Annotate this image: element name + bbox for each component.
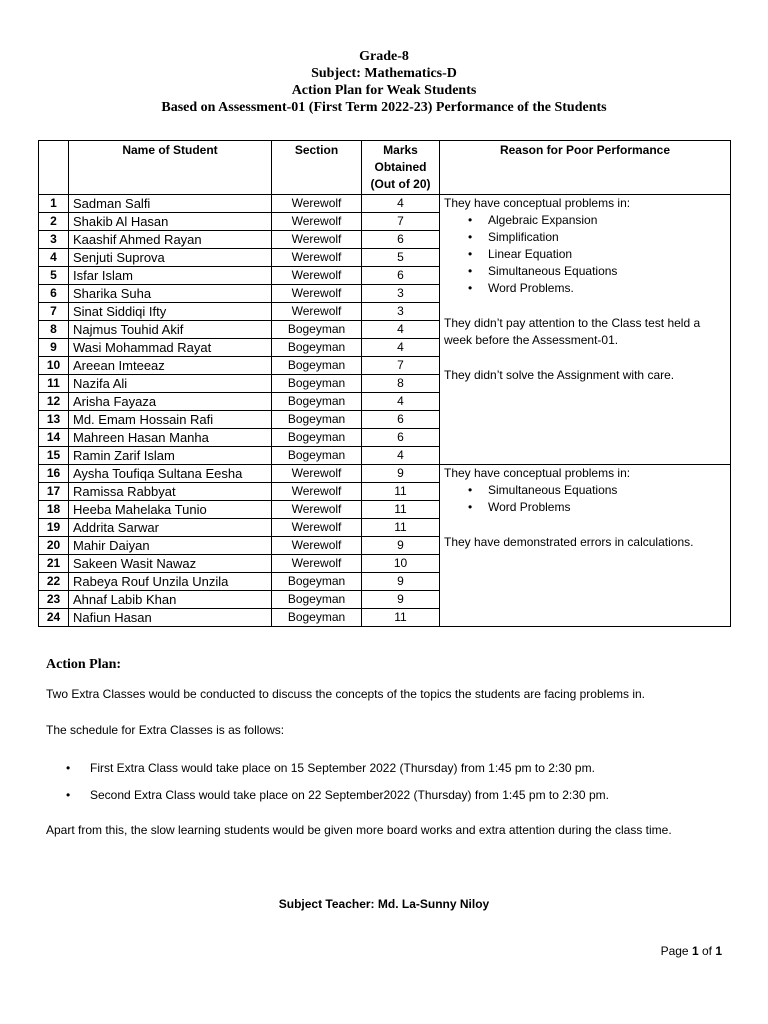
header-subject: Subject: Mathematics-D: [311, 66, 457, 81]
reason-topic-item: • Word Problems: [488, 499, 726, 516]
reason-spacer: [444, 349, 726, 367]
student-name: Sinat Siddiqi Ifty: [69, 303, 272, 321]
student-name: Addrita Sarwar: [69, 519, 272, 537]
page-current: 1: [691, 944, 699, 958]
student-marks: 11: [362, 483, 440, 501]
row-number: 14: [39, 429, 69, 447]
student-section: Bogeyman: [272, 447, 362, 465]
row-number: 3: [39, 231, 69, 249]
reason-cell-group-2: [440, 465, 731, 627]
student-section: Bogeyman: [272, 429, 362, 447]
student-section: Bogeyman: [272, 609, 362, 627]
student-section: Bogeyman: [272, 591, 362, 609]
student-name: Mahreen Hasan Manha: [69, 429, 272, 447]
student-section: Werewolf: [272, 483, 362, 501]
row-number: 2: [39, 213, 69, 231]
row-number: 6: [39, 285, 69, 303]
student-marks: 6: [362, 429, 440, 447]
student-name: Ramin Zarif Islam: [69, 447, 272, 465]
student-section: Bogeyman: [272, 393, 362, 411]
schedule-item-2: • Second Extra Class would take place on 22 September2022 (Thursday) from 1:45 pm to 2:30 pm.: [46, 787, 736, 804]
row-number: 22: [39, 573, 69, 591]
page-total: 1: [715, 944, 722, 958]
student-name: Md. Emam Hossain Rafi: [69, 411, 272, 429]
row-number: 12: [39, 393, 69, 411]
student-section: Werewolf: [272, 501, 362, 519]
reason-topic-item: • Simplification: [488, 229, 726, 246]
schedule-list: [46, 760, 736, 804]
student-marks: 3: [362, 285, 440, 303]
student-marks: 9: [362, 591, 440, 609]
reason-note: They didn’t pay attention to the Class test held a week before the Assessment-01.: [444, 316, 701, 347]
action-plan-heading: Action Plan:: [46, 657, 122, 672]
student-section: Bogeyman: [272, 321, 362, 339]
student-name: Sakeen Wasit Nawaz: [69, 555, 272, 573]
table-row: [39, 465, 731, 483]
marks-header-line1: Marks: [383, 143, 418, 157]
row-number: 21: [39, 555, 69, 573]
page-of: of: [698, 944, 716, 958]
reason-topic-item: • Simultaneous Equations: [488, 263, 726, 280]
col-marks-header: [362, 141, 440, 195]
student-marks: 11: [362, 501, 440, 519]
student-name: Areean Imteeaz: [69, 357, 272, 375]
row-number: 9: [39, 339, 69, 357]
student-marks: 4: [362, 195, 440, 213]
student-section: Werewolf: [272, 285, 362, 303]
row-number: 18: [39, 501, 69, 519]
student-name: Senjuti Suprova: [69, 249, 272, 267]
reason-cell-group-1: [440, 195, 731, 465]
student-marks: 4: [362, 321, 440, 339]
student-name: Najmus Touhid Akif: [69, 321, 272, 339]
students-table: [38, 140, 731, 627]
student-marks: 11: [362, 609, 440, 627]
student-marks: 3: [362, 303, 440, 321]
student-name: Isfar Islam: [69, 267, 272, 285]
page-number: [600, 944, 722, 958]
action-plan-para3: Apart from this, the slow learning students would be given more board works and extra attention during the class time.: [46, 823, 672, 837]
col-number-header: [39, 141, 69, 195]
row-number: 19: [39, 519, 69, 537]
student-name: Sharika Suha: [69, 285, 272, 303]
student-name: Nafiun Hasan: [69, 609, 272, 627]
student-marks: 9: [362, 573, 440, 591]
student-name: Arisha Fayaza: [69, 393, 272, 411]
student-marks: 6: [362, 411, 440, 429]
student-marks: 6: [362, 267, 440, 285]
student-marks: 4: [362, 447, 440, 465]
student-section: Werewolf: [272, 303, 362, 321]
row-number: 1: [39, 195, 69, 213]
table-body: [39, 195, 731, 627]
row-number: 4: [39, 249, 69, 267]
student-section: Werewolf: [272, 267, 362, 285]
reason-topic-item: • Linear Equation: [488, 246, 726, 263]
student-marks: 4: [362, 339, 440, 357]
header-grade: Grade-8: [359, 49, 409, 64]
col-name-header: Name of Student: [69, 141, 272, 195]
reason-spacer: [444, 297, 726, 315]
row-number: 23: [39, 591, 69, 609]
reason-note: They have demonstrated errors in calculations.: [444, 535, 694, 549]
row-number: 16: [39, 465, 69, 483]
row-number: 5: [39, 267, 69, 285]
row-number: 8: [39, 321, 69, 339]
student-section: Werewolf: [272, 249, 362, 267]
student-section: Bogeyman: [272, 411, 362, 429]
row-number: 15: [39, 447, 69, 465]
header-plan-title: Action Plan for Weak Students: [291, 83, 477, 98]
student-marks: 11: [362, 519, 440, 537]
row-number: 7: [39, 303, 69, 321]
student-section: Werewolf: [272, 465, 362, 483]
action-plan-para1: Two Extra Classes would be conducted to discuss the concepts of the topics the students are facing problems in.: [46, 687, 645, 701]
student-marks: 9: [362, 537, 440, 555]
header-basis: Based on Assessment-01 (First Term 2022-23) Performance of the Students: [161, 100, 607, 115]
student-name: Rabeya Rouf Unzila Unzila: [69, 573, 272, 591]
student-name: Kaashif Ahmed Rayan: [69, 231, 272, 249]
student-marks: 5: [362, 249, 440, 267]
student-name: Ramissa Rabbyat: [69, 483, 272, 501]
reason-intro: They have conceptual problems in:: [444, 466, 631, 480]
student-name: Mahir Daiyan: [69, 537, 272, 555]
subject-teacher: Subject Teacher: Md. La-Sunny Niloy: [278, 897, 490, 911]
row-number: 13: [39, 411, 69, 429]
page-prefix: Page: [660, 944, 692, 958]
schedule-item-1: • First Extra Class would take place on 15 September 2022 (Thursday) from 1:45 pm to 2:30 pm.: [46, 760, 736, 777]
reason-topic-item: • Simultaneous Equations: [488, 482, 726, 499]
row-number: 11: [39, 375, 69, 393]
student-marks: 9: [362, 465, 440, 483]
reason-spacer: [444, 516, 726, 534]
student-section: Bogeyman: [272, 357, 362, 375]
student-marks: 7: [362, 213, 440, 231]
student-section: Bogeyman: [272, 573, 362, 591]
student-name: Nazifa Ali: [69, 375, 272, 393]
action-plan-title: [46, 656, 736, 673]
student-marks: 4: [362, 393, 440, 411]
table-header-row: [39, 141, 731, 195]
marks-header-line2: Obtained: [374, 160, 427, 174]
student-name: Heeba Mahelaka Tunio: [69, 501, 272, 519]
document-header: [0, 48, 768, 116]
student-name: Ahnaf Labib Khan: [69, 591, 272, 609]
reason-note: They didn’t solve the Assignment with care.: [444, 368, 675, 382]
marks-header-line3: (Out of 20): [370, 177, 431, 191]
reason-intro: They have conceptual problems in:: [444, 196, 631, 210]
student-name: Sadman Salfi: [69, 195, 272, 213]
row-number: 20: [39, 537, 69, 555]
student-section: Werewolf: [272, 195, 362, 213]
action-plan-para2: The schedule for Extra Classes is as follows:: [46, 723, 285, 737]
col-section-header: Section: [272, 141, 362, 195]
student-section: Bogeyman: [272, 375, 362, 393]
student-section: Werewolf: [272, 231, 362, 249]
col-reason-header: Reason for Poor Performance: [440, 141, 731, 195]
student-name: Aysha Toufiqa Sultana Eesha: [69, 465, 272, 483]
row-number: 17: [39, 483, 69, 501]
student-section: Werewolf: [272, 555, 362, 573]
student-section: Werewolf: [272, 537, 362, 555]
student-marks: 10: [362, 555, 440, 573]
reason-topic-list: [444, 212, 726, 297]
student-marks: 7: [362, 357, 440, 375]
row-number: 10: [39, 357, 69, 375]
student-section: Werewolf: [272, 213, 362, 231]
student-marks: 8: [362, 375, 440, 393]
table-row: [39, 195, 731, 213]
student-section: Werewolf: [272, 519, 362, 537]
student-marks: 6: [362, 231, 440, 249]
reason-topic-item: • Algebraic Expansion: [488, 212, 726, 229]
student-section: Bogeyman: [272, 339, 362, 357]
reason-topic-list: [444, 482, 726, 516]
student-name: Wasi Mohammad Rayat: [69, 339, 272, 357]
student-name: Shakib Al Hasan: [69, 213, 272, 231]
row-number: 24: [39, 609, 69, 627]
reason-topic-item: • Word Problems.: [488, 280, 726, 297]
